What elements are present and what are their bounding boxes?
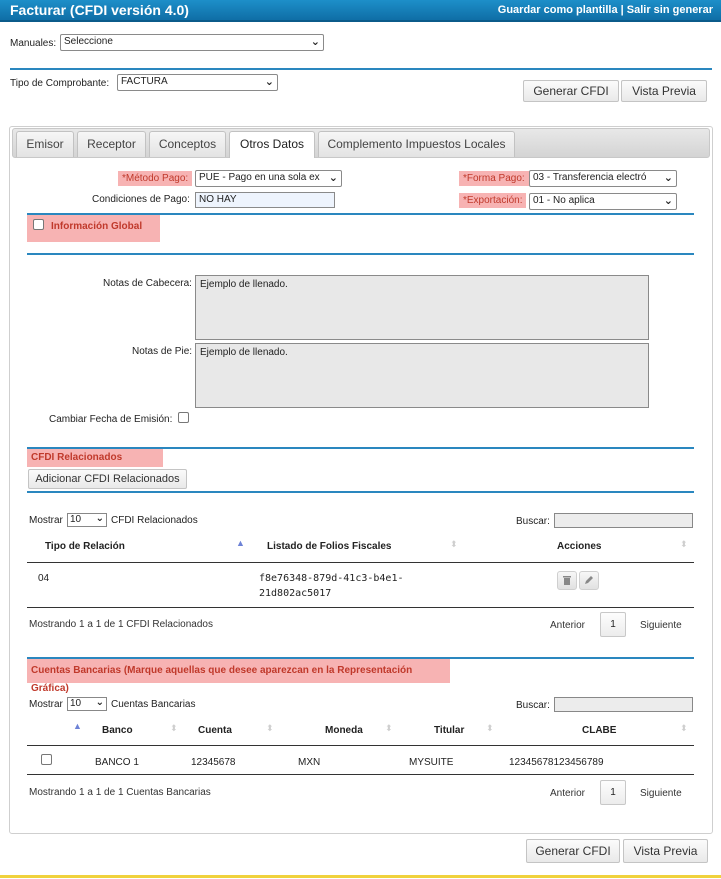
chevron-down-icon: ⌄: [663, 172, 673, 184]
tab-otros-datos[interactable]: Otros Datos: [229, 131, 315, 158]
exportacion-value: 01 - No aplica: [533, 195, 595, 206]
page-title: Facturar (CFDI versión 4.0): [10, 2, 189, 18]
cuenta-row-checkbox[interactable]: [41, 754, 52, 765]
tipo-label: Tipo de Comprobante:: [10, 78, 110, 89]
pencil-icon[interactable]: [579, 571, 599, 590]
sort-both-icon: ⬍: [385, 723, 393, 733]
table-bottom-line: [27, 774, 694, 775]
metodo-pago-select[interactable]: [195, 170, 342, 187]
search-label: Buscar:: [516, 516, 550, 527]
row-folio-line2: 21d802ac5017: [259, 588, 332, 599]
tipo-select[interactable]: [117, 74, 278, 91]
metodo-pago-label: *Método Pago:: [118, 171, 192, 186]
forma-pago-label: *Forma Pago:: [459, 171, 529, 186]
header-separator: |: [620, 4, 624, 16]
chevron-down-icon: ⌄: [328, 172, 338, 184]
table-header-line: [27, 562, 694, 563]
generate-cfdi-button-bottom[interactable]: Generar CFDI: [526, 839, 620, 863]
sort-up-icon: ▲: [73, 721, 82, 731]
sort-both-icon: ⬍: [486, 723, 494, 733]
row-titular: MYSUITE: [409, 757, 454, 768]
sort-up-icon: ▲: [236, 538, 245, 548]
chevron-down-icon: ⌄: [264, 76, 274, 88]
tipo-value: FACTURA: [121, 76, 168, 87]
chevron-down-icon: ⌄: [663, 195, 673, 207]
chevron-down-icon: ⌄: [310, 36, 320, 48]
sort-both-icon: ⬍: [450, 539, 458, 549]
sort-both-icon: ⬍: [170, 723, 178, 733]
col-acciones[interactable]: Acciones: [557, 541, 602, 552]
add-cfdi-relacionados-button[interactable]: Adicionar CFDI Relacionados: [28, 469, 187, 489]
trash-icon[interactable]: [557, 571, 577, 590]
search-input[interactable]: [554, 513, 693, 528]
row-folio-line1: f8e76348-879d-41c3-b4e1-: [259, 573, 404, 584]
notas-pie-label: Notas de Pie:: [132, 346, 193, 357]
row-banco: BANCO 1: [95, 757, 139, 768]
show-label: Mostrar: [29, 699, 63, 710]
exportacion-select[interactable]: [529, 193, 677, 210]
page-size-value: 10: [70, 514, 82, 525]
prev-page-button[interactable]: Anterior: [550, 620, 586, 631]
condiciones-label: Condiciones de Pago:: [92, 194, 190, 205]
row-cuenta: 12345678: [191, 757, 236, 768]
divider: [27, 253, 694, 255]
col-listado-folios[interactable]: Listado de Folios Fiscales: [267, 541, 392, 552]
page-number-button[interactable]: 1: [600, 780, 626, 805]
page-size-select[interactable]: [67, 513, 107, 527]
condiciones-input[interactable]: NO HAY: [195, 192, 335, 208]
save-template-link[interactable]: Guardar como plantilla: [497, 4, 618, 16]
notas-cabecera-label: Notas de Cabecera:: [103, 278, 192, 289]
info-global-label: Información Global: [51, 221, 143, 232]
page-size-select[interactable]: [67, 697, 107, 711]
notas-pie-textarea[interactable]: Ejemplo de llenado.: [195, 343, 649, 408]
manuales-label: Manuales:: [10, 38, 57, 49]
row-tipo: 04: [38, 573, 50, 584]
row-clabe: 12345678123456789: [509, 757, 604, 768]
table-info: Mostrando 1 a 1 de 1 CFDI Relacionados: [29, 619, 213, 630]
page-number-button[interactable]: 1: [600, 612, 626, 637]
search-label: Buscar:: [516, 700, 550, 711]
search-input[interactable]: [554, 697, 693, 712]
table-header-line: [27, 745, 694, 746]
show-suffix: Cuentas Bancarias: [111, 699, 196, 710]
col-tipo-relacion[interactable]: Tipo de Relación: [45, 541, 125, 552]
show-label: Mostrar: [29, 515, 63, 526]
next-page-button[interactable]: Siguiente: [640, 788, 682, 799]
col-banco[interactable]: Banco: [102, 725, 133, 736]
tab-conceptos[interactable]: Conceptos: [149, 131, 226, 157]
table-bottom-line: [27, 607, 694, 608]
col-clabe[interactable]: CLABE: [582, 725, 617, 736]
manuales-value: Seleccione: [64, 36, 113, 47]
forma-pago-value: 03 - Transferencia electró: [533, 172, 647, 183]
divider: [10, 68, 712, 70]
cambiar-fecha-label: Cambiar Fecha de Emisión:: [49, 414, 173, 425]
header-links: [498, 4, 713, 16]
cambiar-fecha-checkbox[interactable]: [178, 412, 189, 423]
preview-button-bottom[interactable]: Vista Previa: [623, 839, 708, 863]
info-global-checkbox[interactable]: [33, 219, 44, 230]
tab-emisor[interactable]: Emisor: [16, 131, 74, 157]
tab-receptor[interactable]: Receptor: [77, 131, 146, 157]
title-bar: [0, 0, 721, 22]
sort-both-icon: ⬍: [680, 723, 688, 733]
sort-both-icon: ⬍: [266, 723, 274, 733]
col-moneda[interactable]: Moneda: [325, 725, 363, 736]
tab-complemento-impuestos[interactable]: Complemento Impuestos Locales: [318, 131, 515, 157]
col-titular[interactable]: Titular: [434, 725, 465, 736]
chevron-down-icon: ⌄: [95, 697, 104, 708]
exit-link[interactable]: Salir sin generar: [626, 4, 713, 16]
chevron-down-icon: ⌄: [95, 513, 104, 524]
footer-line: [0, 875, 721, 878]
table-info: Mostrando 1 a 1 de 1 Cuentas Bancarias: [29, 787, 211, 798]
cuentas-bancarias-title: Cuentas Bancarias (Marque aquellas que desee aparezcan en la Representación Gráfica): [27, 659, 450, 683]
divider: [27, 491, 694, 493]
metodo-pago-value: PUE - Pago en una sola ex: [199, 172, 320, 183]
next-page-button[interactable]: Siguiente: [640, 620, 682, 631]
show-suffix: CFDI Relacionados: [111, 515, 198, 526]
notas-cabecera-textarea[interactable]: Ejemplo de llenado.: [195, 275, 649, 340]
page-size-value: 10: [70, 698, 82, 709]
forma-pago-select[interactable]: [529, 170, 677, 187]
manuales-select[interactable]: [60, 34, 324, 51]
col-cuenta[interactable]: Cuenta: [198, 725, 232, 736]
sort-both-icon: ⬍: [680, 539, 688, 549]
exportacion-label: *Exportación:: [459, 193, 526, 208]
row-moneda: MXN: [298, 757, 321, 768]
preview-button-top[interactable]: Vista Previa: [621, 80, 707, 102]
generate-cfdi-button-top[interactable]: Generar CFDI: [523, 80, 619, 102]
prev-page-button[interactable]: Anterior: [550, 788, 586, 799]
cfdi-relacionados-title: CFDI Relacionados: [27, 449, 163, 467]
